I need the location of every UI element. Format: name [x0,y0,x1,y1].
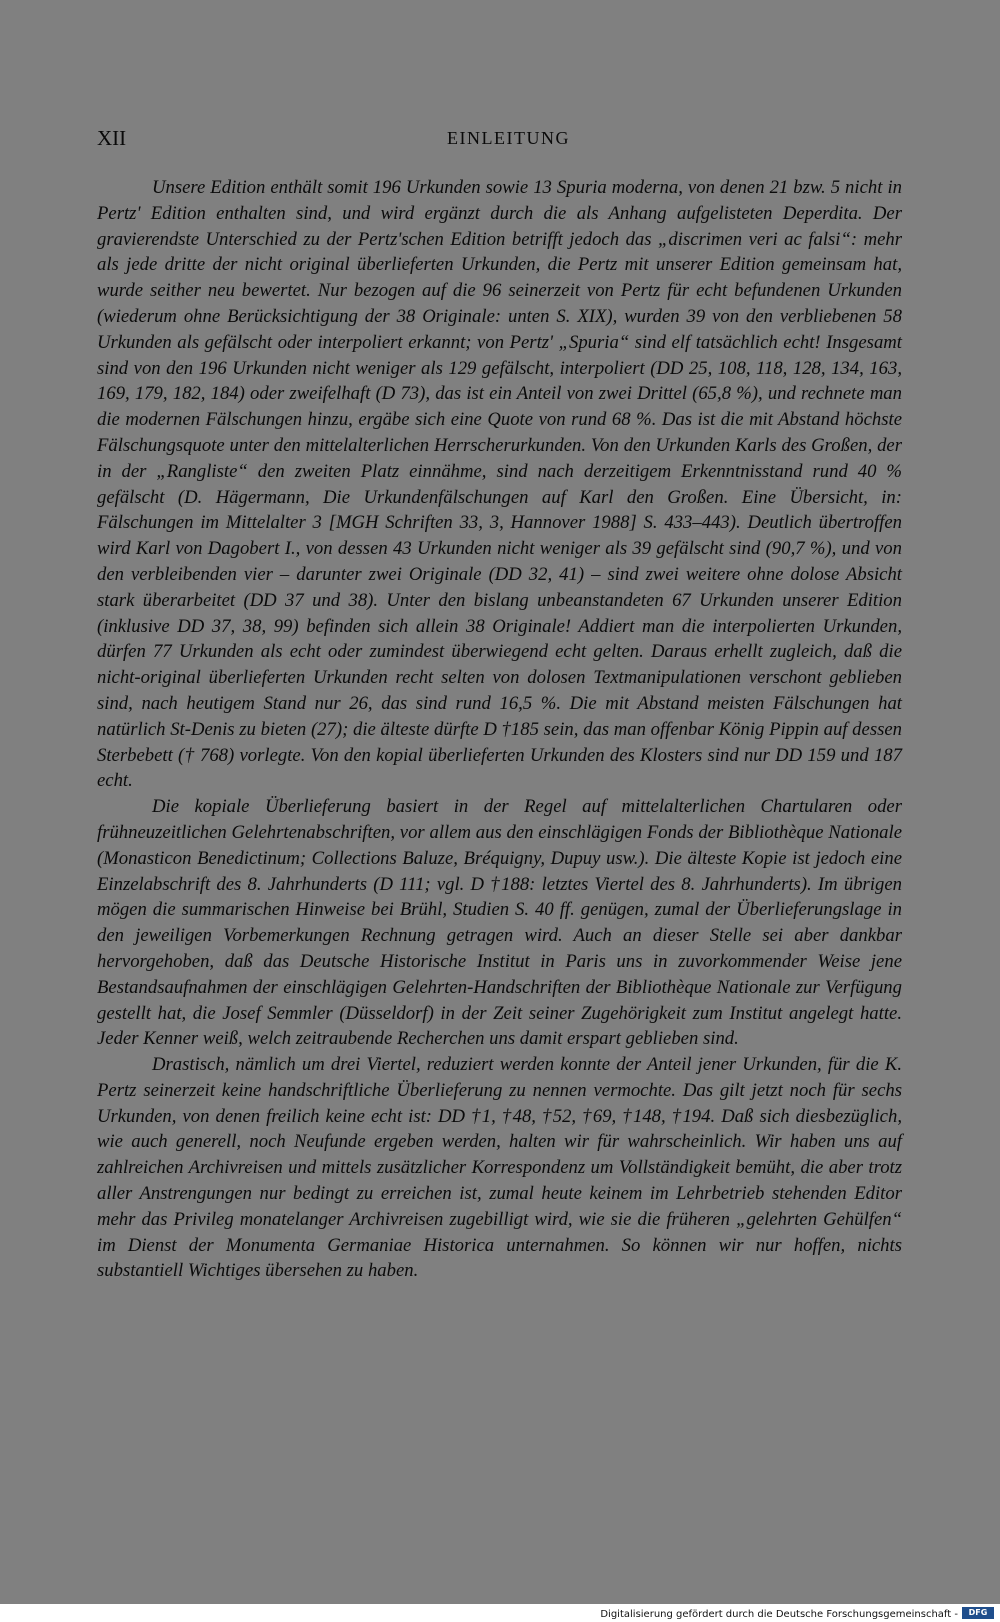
paragraph: Unsere Edition enthält somit 196 Urkunden sowie 13 Spuria moderna, von denen 21 bzw. 5 nicht in Pertz' Edition enthalten sind, und wird ergänzt durch die als Anhang aufgelisteten Deperdita. Der gravierendste Unterschied zu der Pertz'schen Edition betrifft jedoch das „discrimen veri ac falsi“: mehr als jede dritte der nicht original überlieferten Urkunden, die Pertz mit unserer Edition gemeinsam hat, wurde seither neu bewertet. Nur bezogen auf die 96 seinerzeit von Pertz für echt befundenen Urkunden (wiederum ohne Berücksichtigung der 38 Originale: unten S. XIX), wurden 39 von den verbliebenen 58 Urkunden als gefälscht oder interpoliert erkannt; von Pertz' „Spuria“ sind elf tatsächlich echt! Insgesamt sind von den 196 Urkunden nicht weniger als 129 gefälscht, interpoliert (DD 25, 108, 118, 128, 134, 163, 169, 179, 182, 184) oder zweifelhaft (D 73), das ist ein Anteil von zwei Drittel (65,8 %), und rechnete man die modernen Fälschungen hinzu, ergäbe sich eine Quote von rund 68 %. Das ist die mit Abstand höchste Fälschungsquote unter den mittelalterlichen Herrscherurkunden. Von den Urkunden Karls des Großen, der in der „Rangliste“ den zweiten Platz einnähme, sind nach derzeitigem Erkenntnisstand rund 40 % gefälscht (D. Hägermann, Die Urkundenfälschungen auf Karl den Großen. Eine Übersicht, in: Fälschungen im Mittelalter 3 [MGH Schriften 33, 3, Hannover 1988] S. 433–443). Deutlich übertroffen wird Karl von Dagobert I., von dessen 43 Urkunden nicht weniger als 39 gefälscht sind (90,7 %), und von den verbleibenden vier – darunter zwei Originale (DD 32, 41) – sind zwei weitere ohne dolose Absicht stark überarbeitet (DD 37 und 38). Unter den bislang unbeanstandeten 67 Urkunden unserer Edition (inklusive DD 37, 38, 99) befinden sich allein 38 Originale! Addiert man die interpolierten Urkunden, dürfen 77 Urkunden als echt oder zumindest überwiegend echt gelten. Daraus erhellt zugleich, daß die nicht-original überlieferten Urkunden recht selten von dolosen Textmanipulationen verschont geblieben sind, nach heutigem Stand nur 26, das sind rund 16,5 %. Die mit Abstand meisten Fälschungen hat natürlich St-Denis zu bieten (27); die älteste dürfte D †185 sein, das man offenbar König Pippin auf dessen Sterbebett († 768) vorlegte. Von den kopial überlieferten Urkunden des Klosters sind nur DD 159 und 187 echt. [97,177,902,792]
funding-credit: Digitalisierung gefördert durch die Deutsche Forschungsgemeinschaft - [600,1609,958,1620]
running-head [97,126,920,156]
page-number: XII [97,126,127,150]
footer-bar [0,1604,1000,1622]
dfg-logo: DFG [962,1607,994,1619]
paragraph: Die kopiale Überlieferung basiert in der Regel auf mittelalterlichen Chartularen oder frühneuzeitlichen Gelehrtenabschriften, vor allem aus den einschlägigen Fonds der Bibliothèque Nationale (Monasticon Benedictinum; Collections Baluze, Bréquigny, Dupuy usw.). Die älteste Kopie ist jedoch eine Einzelabschrift des 8. Jahrhunderts (D 111; vgl. D †188: letztes Viertel des 8. Jahrhunderts). Im übrigen mögen die summarischen Hinweise bei Brühl, Studien S. 40 ff. genügen, zumal der Überlieferungslage in den jeweiligen Vorbemerkungen Rechnung getragen wird. Auch an dieser Stelle sei aber dankbar hervorgehoben, daß das Deutsche Historische Institut in Paris uns in zuvorkommender Weise jene Bestandsaufnahmen der einschlägigen Gelehrten-Handschriften der Bibliothèque Nationale zur Verfügung gestellt hat, die Josef Semmler (Düsseldorf) in der Zeit seiner Zugehörigkeit zum Institut angelegt hatte. Jeder Kenner weiß, welch zeitraubende Recherchen uns damit erspart geblieben sind. [97,796,902,1050]
running-title: EINLEITUNG [447,128,570,148]
paragraph: Drastisch, nämlich um drei Viertel, reduziert werden konnte der Anteil jener Urkunden, für die K. Pertz seinerzeit keine handschriftliche Überlieferung zu nennen vermochte. Das gilt jetzt noch für sechs Urkunden, von denen freilich keine echt ist: DD †1, †48, †52, †69, †148, †194. Daß sich diesbezüglich, wie auch generell, noch Neufunde ergeben werden, halten wir für wahrscheinlich. Wir haben uns auf zahlreichen Archivreisen und mittels zusätzlicher Korrespondenz um Vollständigkeit bemüht, die aber trotz aller Anstrengungen nur bedingt zu erreichen ist, zumal heute keinem im Lehrbetrieb stehenden Editor mehr das Privileg monatelanger Archivreisen zugebilligt wird, wie sie die früheren „gelehrten Gehülfen“ im Dienst der Monumenta Germaniae Historica unternahmen. So können wir nur hoffen, nichts substantiell Wichtiges übersehen zu haben. [97,1054,902,1282]
body-text [97,175,902,1284]
